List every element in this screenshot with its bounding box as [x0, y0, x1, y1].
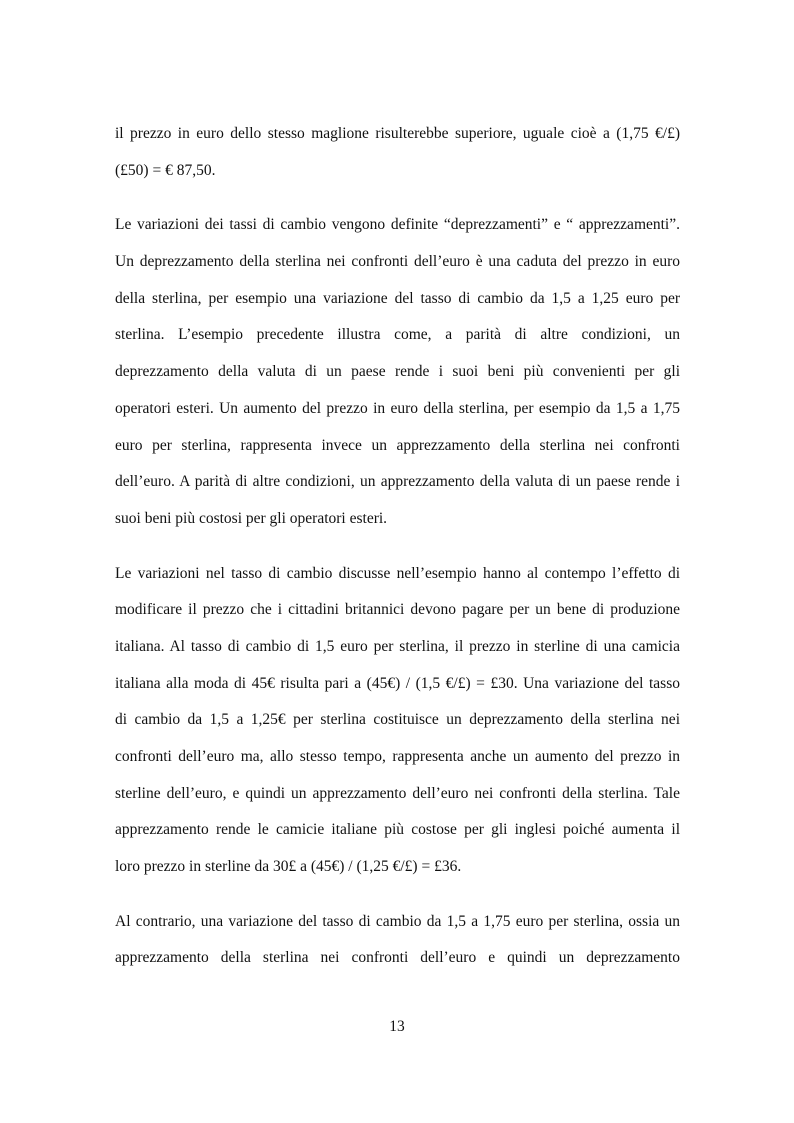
- text-line: della sterlina, per esempio una variazione del tasso di cambio da 1,5 a 1,25 euro per: [115, 289, 680, 307]
- text-line: sterline dell’euro, e quindi un apprezzamento dell’euro nei confronti della sterlina. Tale: [115, 784, 680, 802]
- text-line: deprezzamento della valuta di un paese rende i suoi beni più convenienti per gli: [115, 363, 680, 381]
- text-line: confronti dell’euro ma, allo stesso tempo, rappresenta anche un aumento del prezzo in: [115, 748, 680, 765]
- text-line: italiana. Al tasso di cambio di 1,5 euro per sterlina, il prezzo in sterline di una camicia: [115, 637, 680, 655]
- text-line: modificare il prezzo che i cittadini britannici devono pagare per un bene di produzione: [115, 601, 680, 619]
- text-line: Al contrario, una variazione del tasso di cambio da 1,5 a 1,75 euro per sterlina, ossia un: [115, 912, 680, 930]
- text-line: loro prezzo in sterline da 30£ a (45€) / (1,25 €/£) = £36.: [115, 858, 462, 876]
- text-line: apprezzamento rende le camicie italiane più costose per gli inglesi poiché aumenta il: [115, 821, 680, 839]
- text-line: Un deprezzamento della sterlina nei confronti dell’euro è una caduta del prezzo in euro: [115, 253, 680, 271]
- text-line: Le variazioni dei tassi di cambio vengono definite “deprezzamenti” e “ apprezzamenti”.: [115, 216, 680, 234]
- text-line: il prezzo in euro dello stesso maglione risulterebbe superiore, uguale cioè a (1,75 €/£): [115, 125, 680, 142]
- text-line: (£50) = € 87,50.: [115, 161, 216, 179]
- paragraph-4: [115, 904, 680, 977]
- paragraph-1: [115, 116, 680, 189]
- text-line: apprezzamento della sterlina nei confronti dell’euro e quindi un deprezzamento: [115, 949, 680, 967]
- page-number: 13: [389, 1018, 405, 1035]
- paragraph-gap: [115, 189, 680, 207]
- text-line: euro per sterlina, rappresenta invece un apprezzamento della sterlina nei confronti: [115, 436, 680, 454]
- paragraph-gap: [115, 886, 680, 904]
- document-body: [115, 116, 680, 977]
- text-line: suoi beni più costosi per gli operatori esteri.: [115, 509, 388, 527]
- text-line: operatori esteri. Un aumento del prezzo in euro della sterlina, per esempio da 1,5 a 1,75: [115, 399, 680, 417]
- text-line: di cambio da 1,5 a 1,25€ per sterlina costituisce un deprezzamento della sterlina nei: [115, 711, 680, 729]
- paragraph-3: [115, 556, 680, 886]
- paragraph-gap: [115, 538, 680, 556]
- text-line: italiana alla moda di 45€ risulta pari a (45€) / (1,5 €/£) = £30. Una variazione del tasso: [115, 674, 680, 692]
- text-line: sterlina. L’esempio precedente illustra come, a parità di altre condizioni, un: [115, 326, 680, 344]
- text-line: Le variazioni nel tasso di cambio discusse nell’esempio hanno al contempo l’effetto di: [115, 564, 680, 582]
- paragraph-2: [115, 207, 680, 537]
- text-line: dell’euro. A parità di altre condizioni, un apprezzamento della valuta di un paese rende i: [115, 473, 680, 491]
